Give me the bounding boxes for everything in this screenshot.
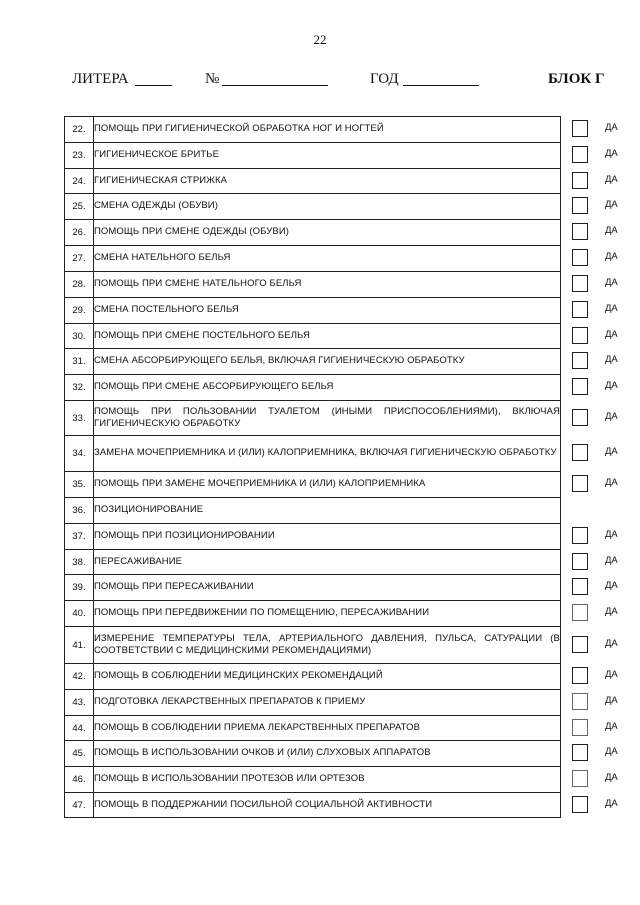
row-label: СМЕНА АБСОРБИРУЮЩЕГО БЕЛЬЯ, ВКЛЮЧАЯ ГИГИЕНИЧЕСКУЮ ОБРАБОТКУ (94, 349, 561, 375)
yes-label: ДА (605, 746, 618, 757)
number-field[interactable] (222, 71, 328, 86)
row-label: ПОМОЩЬ В СОБЛЮДЕНИИ МЕДИЦИНСКИХ РЕКОМЕНДАЦИЙ (94, 664, 561, 690)
answer-option (572, 551, 640, 571)
row-number: 46. (65, 767, 94, 793)
row-label: ПОМОЩЬ ПРИ ПЕРЕДВИЖЕНИИ ПО ПОМЕЩЕНИЮ, ПЕРЕСАЖИВАНИИ (94, 601, 561, 627)
answer-option (572, 170, 640, 190)
yes-label: ДА (605, 174, 618, 185)
row-label: ПОМОЩЬ В ПОДДЕРЖАНИИ ПОСИЛЬНОЙ СОЦИАЛЬНОЙ АКТИВНОСТИ (94, 793, 561, 818)
yes-checkbox[interactable] (572, 172, 588, 189)
answer-option (572, 665, 640, 685)
answer-option (572, 195, 640, 215)
answer-option (572, 717, 640, 737)
yes-checkbox[interactable] (572, 197, 588, 214)
row-number: 32. (65, 375, 94, 401)
row-number: 45. (65, 741, 94, 767)
row-label: ПОМОЩЬ В ИСПОЛЬЗОВАНИИ ОЧКОВ И (ИЛИ) СЛУХОВЫХ АППАРАТОВ (94, 741, 561, 767)
row-number: 38. (65, 550, 94, 575)
answer-option (572, 691, 640, 711)
row-number: 41. (65, 627, 94, 664)
row-number: 37. (65, 524, 94, 550)
service-checklist-table (64, 116, 561, 818)
yes-label: ДА (605, 199, 618, 210)
answer-option (572, 407, 640, 427)
yes-label: ДА (605, 772, 618, 783)
yes-checkbox[interactable] (572, 604, 588, 621)
row-number: 34. (65, 436, 94, 472)
answer-option (572, 273, 640, 293)
year-field[interactable] (403, 71, 479, 86)
row-number: 35. (65, 472, 94, 498)
table-row (65, 117, 561, 143)
table-row (65, 272, 561, 298)
answer-option (572, 525, 640, 545)
yes-label: ДА (605, 354, 618, 365)
yes-checkbox[interactable] (572, 409, 588, 426)
row-label: ПЕРЕСАЖИВАНИЕ (94, 550, 561, 575)
table-row (65, 298, 561, 324)
yes-label: ДА (605, 477, 618, 488)
row-number: 27. (65, 246, 94, 272)
row-label: ПОМОЩЬ В СОБЛЮДЕНИИ ПРИЕМА ЛЕКАРСТВЕННЫХ ПРЕПАРАТОВ (94, 716, 561, 741)
row-label: СМЕНА ОДЕЖДЫ (ОБУВИ) (94, 194, 561, 220)
table-row (65, 627, 561, 664)
row-label: ПОМОЩЬ ПРИ СМЕНЕ ПОСТЕЛЬНОГО БЕЛЬЯ (94, 324, 561, 349)
yes-label: ДА (605, 411, 618, 422)
yes-checkbox[interactable] (572, 275, 588, 292)
yes-label: ДА (605, 555, 618, 566)
table-row (65, 194, 561, 220)
yes-checkbox[interactable] (572, 744, 588, 761)
table-row (65, 401, 561, 436)
answer-option (572, 221, 640, 241)
yes-checkbox[interactable] (572, 636, 588, 653)
yes-checkbox[interactable] (572, 223, 588, 240)
row-label: ЗАМЕНА МОЧЕПРИЕМНИКА И (ИЛИ) КАЛОПРИЕМНИКА, ВКЛЮЧАЯ ГИГИЕНИЧЕСКУЮ ОБРАБОТКУ (94, 436, 561, 472)
yes-label: ДА (605, 329, 618, 340)
row-number: 23. (65, 143, 94, 169)
block-label: БЛОК Г (548, 71, 605, 87)
litera-field[interactable] (135, 71, 172, 86)
answer-option (572, 442, 640, 462)
row-number: 33. (65, 401, 94, 436)
yes-checkbox[interactable] (572, 475, 588, 492)
form-header (0, 71, 640, 93)
row-label: ПОМОЩЬ ПРИ СМЕНЕ АБСОРБИРУЮЩЕГО БЕЛЬЯ (94, 375, 561, 401)
row-number: 43. (65, 690, 94, 716)
yes-checkbox[interactable] (572, 249, 588, 266)
answer-option (572, 299, 640, 319)
yes-checkbox[interactable] (572, 301, 588, 318)
litera-label: ЛИТЕРА (72, 71, 129, 87)
table-row (65, 767, 561, 793)
row-label: ГИГИЕНИЧЕСКОЕ БРИТЬЕ (94, 143, 561, 169)
table-row (65, 601, 561, 627)
answer-option (572, 376, 640, 396)
answer-option (572, 768, 640, 788)
row-number: 24. (65, 169, 94, 194)
answer-option (572, 350, 640, 370)
row-label: СМЕНА НАТЕЛЬНОГО БЕЛЬЯ (94, 246, 561, 272)
table-row (65, 246, 561, 272)
yes-checkbox[interactable] (572, 693, 588, 710)
table-row (65, 436, 561, 472)
table-row (65, 524, 561, 550)
yes-label: ДА (605, 669, 618, 680)
yes-label: ДА (605, 251, 618, 262)
table-row (65, 375, 561, 401)
table-row (65, 324, 561, 349)
page-number: 22 (313, 32, 327, 47)
yes-label: ДА (605, 721, 618, 732)
yes-checkbox[interactable] (572, 120, 588, 137)
row-number: 44. (65, 716, 94, 741)
table-row (65, 169, 561, 194)
yes-label: ДА (605, 695, 618, 706)
row-number: 39. (65, 575, 94, 601)
row-label: ПОМОЩЬ ПРИ ПОЗИЦИОНИРОВАНИИ (94, 524, 561, 550)
row-label: СМЕНА ПОСТЕЛЬНОГО БЕЛЬЯ (94, 298, 561, 324)
answer-option (572, 602, 640, 622)
yes-label: ДА (605, 277, 618, 288)
row-number: 36. (65, 498, 94, 524)
row-number: 42. (65, 664, 94, 690)
row-label: ПОДГОТОВКА ЛЕКАРСТВЕННЫХ ПРЕПАРАТОВ К ПРИЕМУ (94, 690, 561, 716)
yes-checkbox[interactable] (572, 444, 588, 461)
yes-label: ДА (605, 148, 618, 159)
row-number: 40. (65, 601, 94, 627)
yes-label: ДА (605, 638, 618, 649)
row-number: 22. (65, 117, 94, 143)
row-label: ПОЗИЦИОНИРОВАНИЕ (94, 498, 561, 524)
table-row (65, 143, 561, 169)
table-row (65, 550, 561, 575)
table-row (65, 690, 561, 716)
yes-checkbox[interactable] (572, 327, 588, 344)
answer-option (572, 634, 640, 654)
answer-option (572, 247, 640, 267)
row-label: ПОМОЩЬ ПРИ ПОЛЬЗОВАНИИ ТУАЛЕТОМ (ИНЫМИ ПРИСПОСОБЛЕНИЯМИ), ВКЛЮЧАЯ ГИГИЕНИЧЕСКУЮ ОБРАБОТКУ (94, 401, 561, 436)
yes-label: ДА (605, 446, 618, 457)
row-number: 28. (65, 272, 94, 298)
answer-option (572, 473, 640, 493)
table-row (65, 664, 561, 690)
yes-checkbox[interactable] (572, 352, 588, 369)
row-label: ИЗМЕРЕНИЕ ТЕМПЕРАТУРЫ ТЕЛА, АРТЕРИАЛЬНОГО ДАВЛЕНИЯ, ПУЛЬСА, САТУРАЦИИ (В СООТВЕТСТВИИ С МЕДИЦИНСКИМИ РЕКОМЕНДАЦИЯМИ) (94, 627, 561, 664)
table-row (65, 349, 561, 375)
table-row (65, 793, 561, 818)
yes-checkbox[interactable] (572, 578, 588, 595)
yes-label: ДА (605, 529, 618, 540)
year-label: ГОД (370, 71, 399, 87)
row-label: ПОМОЩЬ В ИСПОЛЬЗОВАНИИ ПРОТЕЗОВ ИЛИ ОРТЕЗОВ (94, 767, 561, 793)
row-label: ПОМОЩЬ ПРИ СМЕНЕ НАТЕЛЬНОГО БЕЛЬЯ (94, 272, 561, 298)
row-label: ПОМОЩЬ ПРИ ПЕРЕСАЖИВАНИИ (94, 575, 561, 601)
row-number: 30. (65, 324, 94, 349)
yes-label: ДА (605, 798, 618, 809)
table-row (65, 498, 561, 524)
yes-checkbox[interactable] (572, 667, 588, 684)
table-row (65, 716, 561, 741)
yes-label: ДА (605, 606, 618, 617)
yes-label: ДА (605, 580, 618, 591)
yes-checkbox[interactable] (572, 527, 588, 544)
row-label: ПОМОЩЬ ПРИ ГИГИЕНИЧЕСКОЙ ОБРАБОТКА НОГ И НОГТЕЙ (94, 117, 561, 143)
row-number: 25. (65, 194, 94, 220)
table-row (65, 741, 561, 767)
table-row (65, 220, 561, 246)
yes-label: ДА (605, 303, 618, 314)
answer-option (572, 742, 640, 762)
yes-checkbox[interactable] (572, 378, 588, 395)
row-number: 47. (65, 793, 94, 818)
row-number: 29. (65, 298, 94, 324)
yes-checkbox[interactable] (572, 719, 588, 736)
yes-checkbox[interactable] (572, 770, 588, 787)
row-label: ПОМОЩЬ ПРИ ЗАМЕНЕ МОЧЕПРИЕМНИКА И (ИЛИ) КАЛОПРИЕМНИКА (94, 472, 561, 498)
yes-checkbox[interactable] (572, 146, 588, 163)
yes-label: ДА (605, 380, 618, 391)
row-number: 31. (65, 349, 94, 375)
answer-option (572, 794, 640, 814)
row-label: ГИГИЕНИЧЕСКАЯ СТРИЖКА (94, 169, 561, 194)
yes-checkbox[interactable] (572, 553, 588, 570)
table-row (65, 472, 561, 498)
answer-option (572, 144, 640, 164)
yes-checkbox[interactable] (572, 796, 588, 813)
yes-label: ДА (605, 225, 618, 236)
checklist-body (65, 117, 561, 818)
answer-option (572, 576, 640, 596)
yes-label: ДА (605, 122, 618, 133)
answer-option (572, 118, 640, 138)
row-number: 26. (65, 220, 94, 246)
row-label: ПОМОЩЬ ПРИ СМЕНЕ ОДЕЖДЫ (ОБУВИ) (94, 220, 561, 246)
answer-option (572, 325, 640, 345)
number-label: № (205, 71, 220, 87)
table-row (65, 575, 561, 601)
